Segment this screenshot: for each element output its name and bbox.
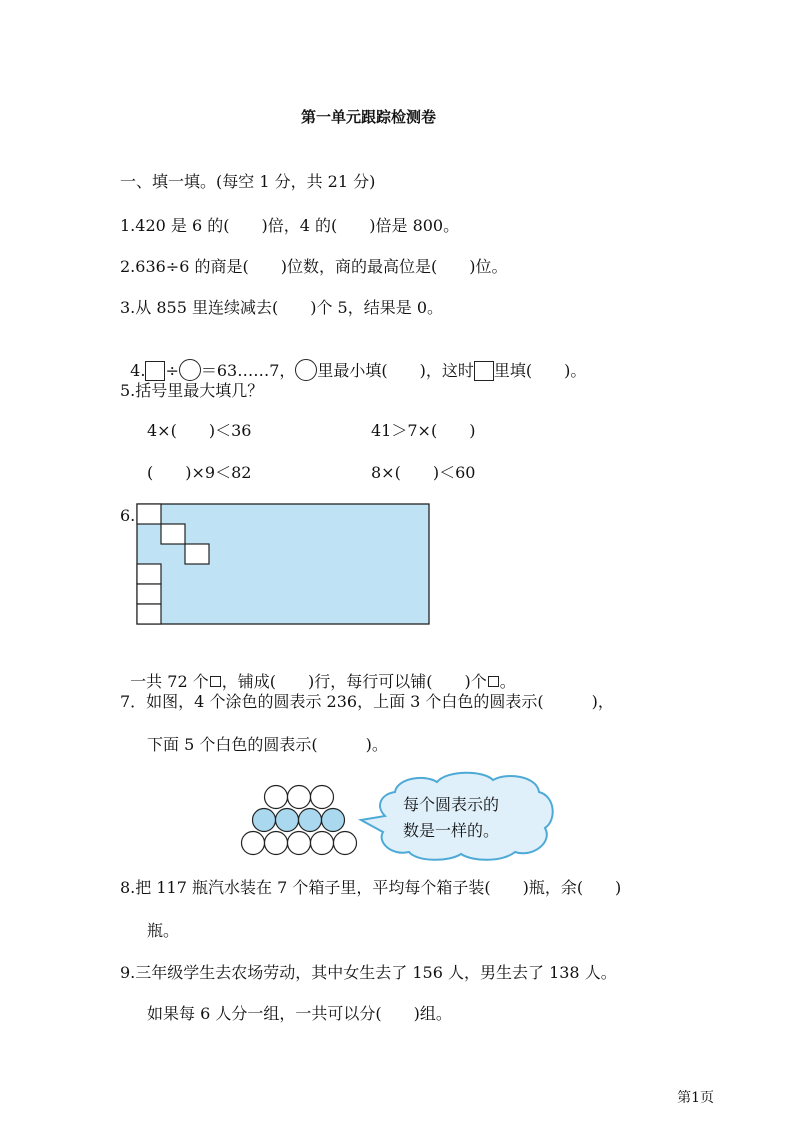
white-circle: [288, 832, 311, 855]
white-circle: [311, 786, 334, 809]
question-8-line2: 瓶。: [147, 921, 180, 940]
tile-rectangle: [137, 504, 429, 624]
section-heading: 一、填一填。(每空 1 分，共 21 分): [120, 172, 376, 191]
white-circle: [288, 786, 311, 809]
question-7-line1: 7．如图，4 个涂色的圆表示 236，上面 3 个白色的圆表示( )，: [120, 692, 614, 711]
white-circle: [334, 832, 357, 855]
tile-square: [185, 544, 209, 564]
tile-square: [137, 584, 161, 604]
shaded-circle: [322, 809, 345, 832]
question-6-label: 6.: [120, 506, 136, 525]
page-title: 第一单元跟踪检测卷: [301, 108, 437, 126]
speech-bubble-icon: [355, 770, 565, 862]
circle-box-icon: [295, 359, 317, 381]
question-4: [120, 337, 586, 382]
question-5-prompt: 5.括号里最大填几？: [120, 381, 264, 400]
question-7-line2: 下面 5 个白色的圆表示( )。: [147, 735, 388, 754]
question-8-line1: 8.把 117 瓶汽水装在 7 个箱子里，平均每个箱子装( )瓶，余( ): [120, 878, 622, 897]
bubble-line-1: 每个圆表示的: [403, 795, 500, 814]
question-6-text: [120, 649, 516, 693]
square-box-icon: [474, 361, 494, 381]
q4-prefix: 4.: [130, 361, 146, 380]
tile-square: [137, 504, 161, 524]
question-3: 3.从 855 里连续减去( )个 5，结果是 0。: [120, 298, 443, 317]
q4-middle: 里最小填( )，这时: [317, 361, 474, 380]
q4-divide: ÷: [165, 361, 179, 380]
q6-text-a: 一共 72 个: [130, 672, 209, 691]
question-1: 1.420 是 6 的( )倍，4 的( )倍是 800。: [120, 216, 460, 235]
tile-rectangle-figure: [136, 503, 436, 628]
question-2: 2.636÷6 的商是( )位数，商的最高位是( )位。: [120, 257, 508, 276]
white-circle: [311, 832, 334, 855]
small-square-icon: [210, 676, 221, 687]
q4-end: 里填( )。: [493, 361, 587, 380]
circle-pyramid-figure: [234, 783, 364, 863]
circle-box-icon: [179, 359, 201, 381]
tile-square: [137, 564, 161, 584]
white-circle: [265, 832, 288, 855]
tile-square: [161, 524, 185, 544]
question-9-line1: 9.三年级学生去农场劳动，其中女生去了 156 人，男生去了 138 人。: [120, 963, 617, 982]
question-5a: 4×( )＜36: [147, 421, 252, 440]
q6-text-c: 。: [499, 672, 516, 691]
question-9-line2: 如果每 6 人分一组，一共可以分( )组。: [147, 1004, 452, 1023]
tile-square: [137, 604, 161, 624]
question-5c: ( )×9＜82: [147, 463, 252, 482]
question-5d: 8×( )＜60: [371, 463, 476, 482]
question-5b: 41＞7×( ): [371, 421, 476, 440]
shaded-circle: [253, 809, 276, 832]
small-square-icon: [488, 676, 499, 687]
shaded-circle: [276, 809, 299, 832]
white-circle: [265, 786, 288, 809]
bubble-line-2: 数是一样的。: [403, 821, 500, 840]
square-box-icon: [145, 361, 165, 381]
white-circle: [242, 832, 265, 855]
shaded-circle: [299, 809, 322, 832]
page-number: 第1页: [677, 1090, 714, 1106]
q4-equation: ＝63……7，: [200, 361, 296, 380]
q6-text-b: ，铺成( )行，每行可以铺( )个: [221, 672, 487, 691]
